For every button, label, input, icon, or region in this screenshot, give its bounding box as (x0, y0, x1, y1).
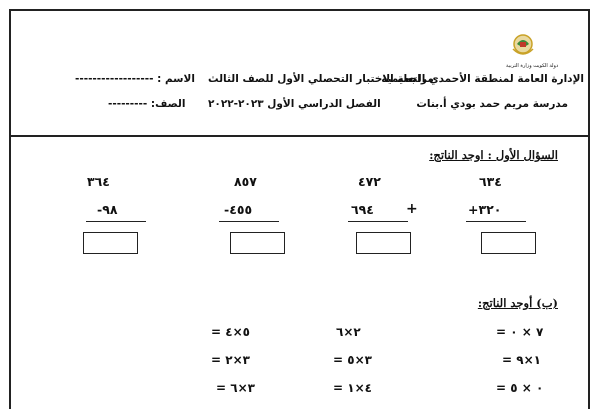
logo-caption: دولة الكويت وزارة التربية (506, 63, 559, 69)
student-name-field: الاسم : ------------------ (75, 73, 195, 85)
equation-r3c3: ٣×٦ = (216, 381, 255, 395)
header-divider (11, 135, 588, 137)
equation-r3c1: ٠ × ٥ = (496, 381, 544, 395)
equation-r1c3: ٥×٤ = (211, 325, 250, 339)
equation-r2c1: ١×٩ = (502, 353, 541, 367)
review-title: مراجعة الاختبار التحصلي الأول للصف الثالث (208, 73, 434, 85)
equation-r1c2: ٢×٦ (336, 325, 361, 339)
equation-r3c2: ٤×١ = (333, 381, 372, 395)
problem3-line (219, 221, 279, 222)
school-name: مدرسة مريم حمد بودي أ.بنات (416, 98, 568, 110)
class-field: الصف: --------- (108, 98, 186, 110)
directorate-name: الإدارة العامة لمنطقة الأحمدي التعليمية (381, 73, 584, 85)
question2-title: (ب) أوجد الناتج: (477, 296, 558, 310)
problem2-answer-box[interactable] (356, 232, 411, 254)
equation-r2c2: ٣×٥ = (333, 353, 372, 367)
problem2-bottom: ٦٩٤ (351, 202, 374, 217)
problem1-bottom: +٣٢٠ (468, 202, 502, 217)
problem1-answer-box[interactable] (481, 232, 536, 254)
problem4-bottom: -٩٨ (97, 202, 118, 217)
problem4-line (86, 221, 146, 222)
problem2-line (348, 221, 408, 222)
problem1-line (466, 221, 526, 222)
problem3-top: ٨٥٧ (234, 174, 257, 189)
problem2-plus-sign: + (406, 201, 418, 217)
question1-title: السؤال الأول : اوجد الناتج: (429, 148, 558, 162)
problem4-answer-box[interactable] (83, 232, 138, 254)
problem4-top: ٣٦٤ (87, 174, 110, 189)
worksheet (9, 9, 590, 409)
equation-r2c3: ٣×٢ = (211, 353, 250, 367)
problem3-answer-box[interactable] (230, 232, 285, 254)
problem2-top: ٤٧٢ (358, 174, 381, 189)
problem3-bottom: -٤٥٥ (224, 202, 253, 217)
equation-r1c1: ٧ × ٠ = (496, 325, 544, 339)
problem1-top: ٦٣٤ (479, 174, 502, 189)
term-label: الفصل الدراسي الأول ٢٠٢٣-٢٠٢٢ (208, 98, 381, 110)
ministry-logo-icon (510, 33, 536, 61)
